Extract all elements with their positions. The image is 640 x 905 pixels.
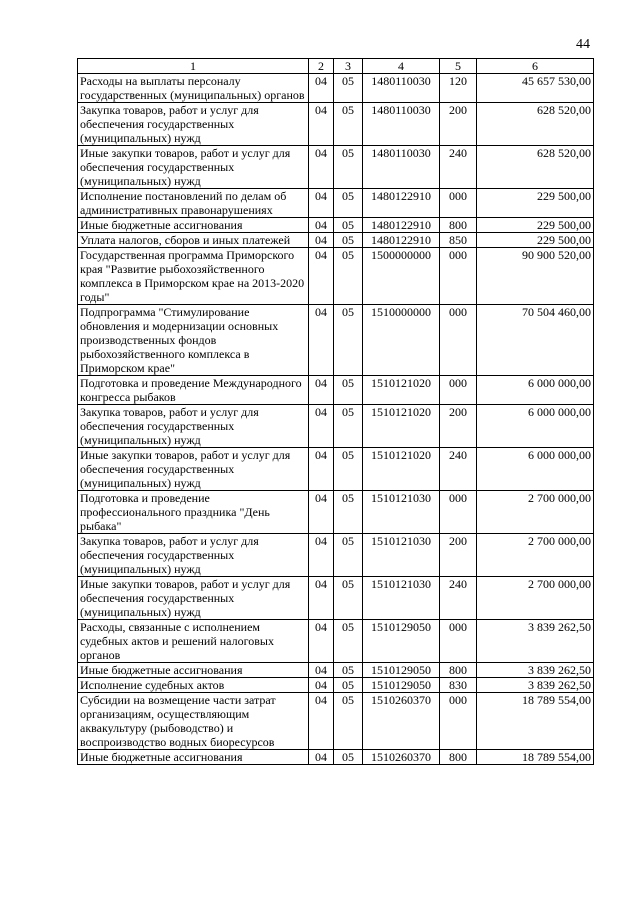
- row-section: 04: [309, 750, 334, 765]
- row-subsection: 05: [334, 491, 363, 534]
- row-name: Подготовка и проведение профессионального праздника "День рыбака": [78, 491, 309, 534]
- row-target-article: 1510129050: [363, 678, 440, 693]
- row-name: Иные бюджетные ассигнования: [78, 218, 309, 233]
- row-name: Исполнение судебных актов: [78, 678, 309, 693]
- row-expense-type: 000: [440, 376, 477, 405]
- row-name: Иные закупки товаров, работ и услуг для обеспечения государственных (муниципальных) нужд: [78, 146, 309, 189]
- row-expense-type: 830: [440, 678, 477, 693]
- header-col-2: 2: [309, 59, 334, 74]
- row-expense-type: 000: [440, 620, 477, 663]
- table-row: [78, 218, 594, 233]
- row-subsection: 05: [334, 405, 363, 448]
- row-target-article: 1510121020: [363, 376, 440, 405]
- table-row: [78, 74, 594, 103]
- row-name: Подготовка и проведение Международного конгресса рыбаков: [78, 376, 309, 405]
- row-expense-type: 200: [440, 534, 477, 577]
- page-number: 44: [576, 37, 590, 52]
- row-target-article: 1510121030: [363, 491, 440, 534]
- row-target-article: 1510121030: [363, 534, 440, 577]
- header-col-1: 1: [78, 59, 309, 74]
- row-subsection: 05: [334, 448, 363, 491]
- row-section: 04: [309, 74, 334, 103]
- table-row: [78, 678, 594, 693]
- row-section: 04: [309, 376, 334, 405]
- table-row: [78, 189, 594, 218]
- row-target-article: 1510121030: [363, 577, 440, 620]
- row-section: 04: [309, 663, 334, 678]
- row-target-article: 1480122910: [363, 189, 440, 218]
- table-row: [78, 663, 594, 678]
- row-amount: 90 900 520,00: [477, 248, 594, 305]
- row-subsection: 05: [334, 534, 363, 577]
- table-row: [78, 534, 594, 577]
- row-section: 04: [309, 491, 334, 534]
- row-section: 04: [309, 103, 334, 146]
- row-target-article: 1510000000: [363, 305, 440, 376]
- row-amount: 70 504 460,00: [477, 305, 594, 376]
- row-expense-type: 240: [440, 577, 477, 620]
- row-name: Субсидии на возмещение части затрат организациям, осуществляющим аквакультуру (рыбоводство) и воспроизводство водных биоресурсов: [78, 693, 309, 750]
- row-amount: 229 500,00: [477, 189, 594, 218]
- row-target-article: 1480110030: [363, 146, 440, 189]
- row-expense-type: 200: [440, 405, 477, 448]
- row-subsection: 05: [334, 146, 363, 189]
- row-target-article: 1480122910: [363, 233, 440, 248]
- row-expense-type: 000: [440, 248, 477, 305]
- row-section: 04: [309, 620, 334, 663]
- row-amount: 229 500,00: [477, 233, 594, 248]
- row-name: Иные закупки товаров, работ и услуг для обеспечения государственных (муниципальных) нужд: [78, 577, 309, 620]
- row-amount: 2 700 000,00: [477, 491, 594, 534]
- row-target-article: 1510129050: [363, 663, 440, 678]
- row-name: Иные закупки товаров, работ и услуг для обеспечения государственных (муниципальных) нужд: [78, 448, 309, 491]
- row-expense-type: 000: [440, 491, 477, 534]
- row-amount: 628 520,00: [477, 146, 594, 189]
- row-name: Расходы на выплаты персоналу государственных (муниципальных) органов: [78, 74, 309, 103]
- table-row: [78, 491, 594, 534]
- row-amount: 2 700 000,00: [477, 577, 594, 620]
- row-expense-type: 000: [440, 305, 477, 376]
- row-section: 04: [309, 577, 334, 620]
- header-col-6: 6: [477, 59, 594, 74]
- header-row: [78, 59, 594, 74]
- row-target-article: 1510129050: [363, 620, 440, 663]
- table-row: [78, 103, 594, 146]
- table-row: [78, 620, 594, 663]
- row-target-article: 1480110030: [363, 74, 440, 103]
- table-row: [78, 448, 594, 491]
- row-name: Государственная программа Приморского края "Развитие рыбохозяйственного комплекса в Приморском крае на 2013-2020 годы": [78, 248, 309, 305]
- row-expense-type: 800: [440, 750, 477, 765]
- row-amount: 3 839 262,50: [477, 620, 594, 663]
- row-name: Закупка товаров, работ и услуг для обеспечения государственных (муниципальных) нужд: [78, 534, 309, 577]
- table-row: [78, 577, 594, 620]
- row-amount: 6 000 000,00: [477, 376, 594, 405]
- row-expense-type: 200: [440, 103, 477, 146]
- table-row: [78, 693, 594, 750]
- row-expense-type: 240: [440, 146, 477, 189]
- row-section: 04: [309, 678, 334, 693]
- row-name: Закупка товаров, работ и услуг для обеспечения государственных (муниципальных) нужд: [78, 405, 309, 448]
- row-subsection: 05: [334, 376, 363, 405]
- row-subsection: 05: [334, 103, 363, 146]
- row-name: Расходы, связанные с исполнением судебных актов и решений налоговых органов: [78, 620, 309, 663]
- row-subsection: 05: [334, 678, 363, 693]
- row-target-article: 1480122910: [363, 218, 440, 233]
- row-amount: 3 839 262,50: [477, 678, 594, 693]
- row-expense-type: 240: [440, 448, 477, 491]
- row-section: 04: [309, 448, 334, 491]
- row-section: 04: [309, 534, 334, 577]
- budget-table: [77, 58, 594, 765]
- row-name: Уплата налогов, сборов и иных платежей: [78, 233, 309, 248]
- row-amount: 45 657 530,00: [477, 74, 594, 103]
- row-section: 04: [309, 693, 334, 750]
- row-amount: 18 789 554,00: [477, 750, 594, 765]
- row-expense-type: 000: [440, 189, 477, 218]
- row-subsection: 05: [334, 577, 363, 620]
- row-target-article: 1510260370: [363, 693, 440, 750]
- row-section: 04: [309, 233, 334, 248]
- row-subsection: 05: [334, 620, 363, 663]
- table-row: [78, 750, 594, 765]
- row-name: Подпрограмма "Стимулирование обновления и модернизации основных производственных фондов рыбохозяйственного комплекса в Приморском крае": [78, 305, 309, 376]
- table-row: [78, 305, 594, 376]
- header-col-3: 3: [334, 59, 363, 74]
- row-amount: 18 789 554,00: [477, 693, 594, 750]
- row-name: Закупка товаров, работ и услуг для обеспечения государственных (муниципальных) нужд: [78, 103, 309, 146]
- row-target-article: 1510260370: [363, 750, 440, 765]
- row-name: Исполнение постановлений по делам об административных правонарушениях: [78, 189, 309, 218]
- table-row: [78, 233, 594, 248]
- row-subsection: 05: [334, 693, 363, 750]
- header-col-4: 4: [363, 59, 440, 74]
- row-expense-type: 120: [440, 74, 477, 103]
- row-section: 04: [309, 405, 334, 448]
- row-expense-type: 000: [440, 693, 477, 750]
- row-subsection: 05: [334, 750, 363, 765]
- row-section: 04: [309, 248, 334, 305]
- row-target-article: 1500000000: [363, 248, 440, 305]
- row-expense-type: 800: [440, 663, 477, 678]
- row-subsection: 05: [334, 305, 363, 376]
- row-target-article: 1510121020: [363, 405, 440, 448]
- header-col-5: 5: [440, 59, 477, 74]
- row-section: 04: [309, 189, 334, 218]
- row-expense-type: 800: [440, 218, 477, 233]
- row-amount: 3 839 262,50: [477, 663, 594, 678]
- row-amount: 2 700 000,00: [477, 534, 594, 577]
- row-subsection: 05: [334, 248, 363, 305]
- table-row: [78, 376, 594, 405]
- row-subsection: 05: [334, 663, 363, 678]
- row-section: 04: [309, 305, 334, 376]
- row-subsection: 05: [334, 74, 363, 103]
- row-name: Иные бюджетные ассигнования: [78, 663, 309, 678]
- row-name: Иные бюджетные ассигнования: [78, 750, 309, 765]
- row-target-article: 1480110030: [363, 103, 440, 146]
- table-row: [78, 146, 594, 189]
- row-amount: 6 000 000,00: [477, 405, 594, 448]
- row-subsection: 05: [334, 233, 363, 248]
- row-subsection: 05: [334, 218, 363, 233]
- row-amount: 628 520,00: [477, 103, 594, 146]
- row-amount: 6 000 000,00: [477, 448, 594, 491]
- table-row: [78, 248, 594, 305]
- row-amount: 229 500,00: [477, 218, 594, 233]
- row-section: 04: [309, 218, 334, 233]
- row-section: 04: [309, 146, 334, 189]
- table-row: [78, 405, 594, 448]
- row-subsection: 05: [334, 189, 363, 218]
- row-expense-type: 850: [440, 233, 477, 248]
- row-target-article: 1510121020: [363, 448, 440, 491]
